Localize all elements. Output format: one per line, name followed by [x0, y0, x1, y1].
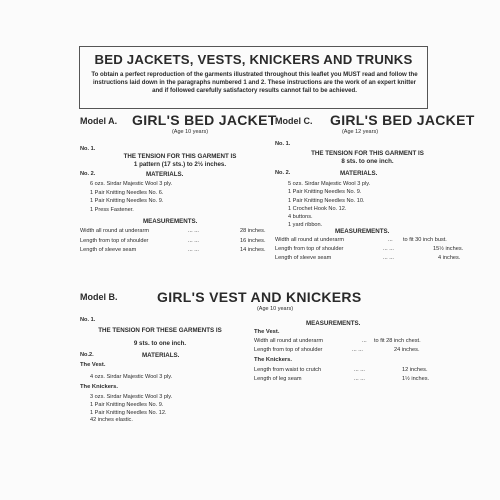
list-item: 1 Pair Knitting Needles No. 6. [90, 189, 164, 196]
measure-label: Width all round at underarm [80, 228, 150, 234]
header-box [79, 46, 428, 109]
list-item: 1 Pair Knitting Needles No. 9. [90, 401, 164, 408]
table-row [275, 255, 475, 264]
measure-label: Length from waist to crutch [254, 367, 322, 373]
model-c-tension-title: THE TENSION FOR THIS GARMENT IS [311, 150, 424, 157]
list-item: 42 inches elastic. [90, 417, 133, 424]
model-a-age: (Age 10 years) [171, 129, 209, 135]
measure-dots: ... ... [383, 255, 394, 261]
list-item: 1 yard ribbon. [288, 222, 323, 229]
model-b-materials-heading: MATERIALS. [142, 352, 180, 359]
list-item: 1 Pair Knitting Needles No. 12. [90, 409, 167, 416]
list-item: 6 ozs. Sirdar Majestic Wool 3 ply. [90, 181, 173, 187]
leaflet-intro: To obtain a perfect reproduction of the garments illustrated throughout this leaflet you MUST read and follow the instructions laid down in the paragraphs numbered 1 and 2. These instructions are the work of an expert knitter and if followed carefully satisfactory results cannot fail to be achieved. [91, 71, 418, 94]
model-b-vest-measurements [254, 338, 454, 356]
model-b-m-knickers-label: The Knickers. [254, 357, 293, 363]
measure-value: 4 inches. [438, 255, 461, 261]
model-b-no1: No. 1. [80, 317, 96, 323]
model-b-label: Model B. [80, 292, 118, 302]
model-c-no2: No. 2. [275, 170, 291, 176]
list-item: 1 Crochet Hook No. 12. [288, 205, 347, 212]
measure-label: Length from top of shoulder [254, 347, 323, 353]
list-item: 4 ozs. Sirdar Majestic Wool 3 ply. [90, 374, 173, 380]
measure-value: 24 inches. [394, 347, 420, 353]
table-row [254, 367, 454, 376]
model-a-materials-list [90, 180, 172, 215]
model-b-tension-title: THE TENSION FOR THESE GARMENTS IS [98, 327, 222, 334]
table-row [80, 228, 280, 238]
list-item: 1 Pair Knitting Needles No. 10. [288, 197, 365, 204]
model-a-no1: No. 1. [80, 146, 96, 152]
measure-dots: ... ... [188, 228, 199, 234]
model-b-title: GIRL'S VEST AND KNICKERS [157, 289, 362, 305]
model-c-age: (Age 12 years) [341, 129, 379, 135]
measure-label: Width all round at underarm [254, 338, 324, 344]
table-row [254, 347, 454, 356]
model-b-knickers-materials [90, 394, 172, 425]
table-row [254, 376, 454, 385]
model-a-tension-value: 1 pattern (17 sts.) to 2½ inches. [133, 161, 227, 168]
model-c-no1: No. 1. [275, 141, 291, 147]
model-b-knickers-measurements [254, 367, 454, 385]
table-row [275, 237, 475, 246]
measure-dots: ... ... [354, 376, 365, 382]
model-b-vest-label: The Vest. [80, 362, 106, 368]
model-b-m-vest-label: The Vest. [254, 329, 280, 335]
measure-dots: ... ... [352, 347, 363, 353]
model-c-tension-value: 8 sts. to one inch. [341, 158, 394, 165]
list-item: 1 Pair Knitting Needles No. 9. [90, 198, 164, 205]
model-a-measurements [80, 228, 280, 257]
model-a-title: GIRL'S BED JACKET [132, 112, 277, 128]
measure-value: 14 inches. [240, 247, 266, 253]
model-b-age: (Age 10 years) [256, 306, 294, 312]
model-b-no2: No.2. [80, 352, 94, 358]
measure-label: Length from top of shoulder [80, 237, 149, 244]
measure-label: Length from top of shoulder [275, 246, 344, 252]
measure-dots: ... ... [383, 246, 394, 252]
list-item: 1 Pair Knitting Needles No. 9. [288, 189, 362, 196]
list-item: 5 ozs. Sirdar Majestic Wool 3 ply. [288, 181, 371, 187]
list-item: 3 ozs. Sirdar Majestic Wool 3 ply. [90, 394, 173, 400]
model-c-measurements [275, 237, 475, 264]
measure-dots: ... ... [188, 247, 199, 253]
measure-dots: ... [362, 338, 367, 344]
model-a-no2: No. 2. [80, 171, 96, 177]
measure-value: 16 inches. [240, 237, 266, 244]
measure-value: 12 inches. [402, 367, 428, 373]
model-b-knickers-label: The Knickers. [80, 384, 119, 390]
measure-label: Length of leg seam [254, 376, 302, 382]
model-c-materials-list [288, 180, 370, 230]
measure-dots: ... [388, 237, 393, 243]
measure-value: 28 inches. [240, 228, 266, 234]
model-c-materials-heading: MATERIALS. [340, 170, 378, 177]
model-a-label: Model A. [80, 116, 118, 126]
model-a-measurements-heading: MEASUREMENTS. [143, 218, 198, 225]
table-row [80, 247, 280, 257]
table-row [80, 238, 280, 248]
measure-label: Length of sleeve seam [275, 255, 332, 261]
list-item: 4 buttons. [288, 214, 313, 221]
model-b-measurements-heading: MEASUREMENTS. [306, 320, 361, 327]
measure-label: Length of sleeve seam [80, 247, 137, 253]
model-a-materials-heading: MATERIALS. [146, 171, 184, 178]
leaflet-title: BED JACKETS, VESTS, KNICKERS AND TRUNKS [94, 52, 413, 67]
model-a-tension-title: THE TENSION FOR THIS GARMENT IS [123, 153, 237, 160]
model-c-title: GIRL'S BED JACKET [330, 112, 475, 128]
model-b-tension-value: 9 sts. to one inch. [133, 340, 187, 347]
measure-value: 15½ inches. [433, 246, 464, 252]
measure-dots: ... ... [354, 367, 365, 373]
table-row [275, 246, 475, 255]
measure-value: to fit 30 inch bust. [403, 237, 447, 243]
measure-value: 1½ inches. [402, 376, 430, 382]
measure-dots: ... ... [188, 237, 199, 244]
model-c-measurements-heading: MEASUREMENTS. [335, 228, 390, 235]
list-item: 1 Press Fastener. [90, 207, 134, 214]
model-c-label: Model C. [275, 116, 313, 126]
measure-value: to fit 28 inch chest. [374, 338, 421, 344]
table-row [254, 338, 454, 347]
measure-label: Width all round at underarm [275, 237, 345, 243]
